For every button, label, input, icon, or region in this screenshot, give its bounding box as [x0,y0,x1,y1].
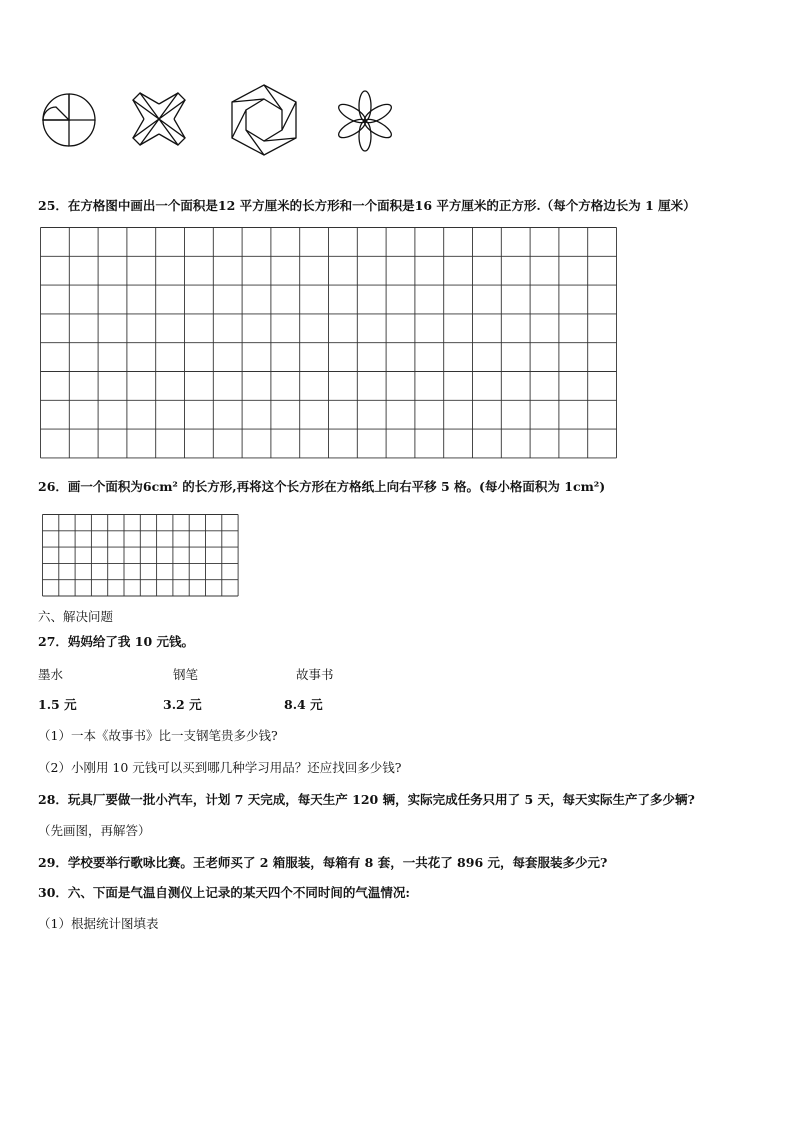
flower-figure [332,88,398,154]
q26-text: 26．画一个面积为6cm² 的长方形,再将这个长方形在方格纸上向右平移 5 格。(每小格面积为 1cm²) [38,479,606,494]
hexagon-spiral-figure [226,82,302,158]
q27-text: 27．妈妈给了我 10 元钱。 [38,634,194,649]
q28-text: 28．玩具厂要做一批小汽车，计划 7 天完成，每天生产 120 辆，实际完成任务只用了 5 天，每天实际生产了多少辆? [38,792,695,807]
q26-grid[interactable] [42,514,239,595]
q30-text: 30．六、下面是气温自测仪上记录的某天四个不同时间的气温情况: [38,885,411,900]
q30-sub1: （1）根据统计图填表 [38,916,159,931]
q27-sub1: （1）一本《故事书》比一支钢笔贵多少钱? [38,728,278,743]
q25-grid[interactable] [40,227,618,468]
q27-sub2: （2）小刚用 10 元钱可以买到哪几种学习用品？还应找回多少钱? [38,760,402,775]
q29-text: 29．学校要举行歌咏比赛。王老师买了 2 箱服装，每箱有 8 套，一共花了 896 元，每套服装多少元? [38,855,608,870]
item-book-price: 8.4 元 [284,697,323,712]
item-pen-name: 钢笔 [173,667,199,682]
section-title: 六、解决问题 [38,609,114,624]
cross-arrows-figure [130,90,188,148]
item-book-name: 故事书 [296,667,334,682]
item-ink-name: 墨水 [38,667,64,682]
q28-note: （先画图，再解答） [38,823,151,838]
q25-text: 25．在方格图中画出一个面积是12 平方厘米的长方形和一个面积是16 平方厘米的正方形.（每个方格边长为 1 厘米） [38,198,696,213]
item-ink-price: 1.5 元 [38,697,77,712]
pinwheel-figure [36,92,106,148]
item-pen-price: 3.2 元 [163,697,202,712]
